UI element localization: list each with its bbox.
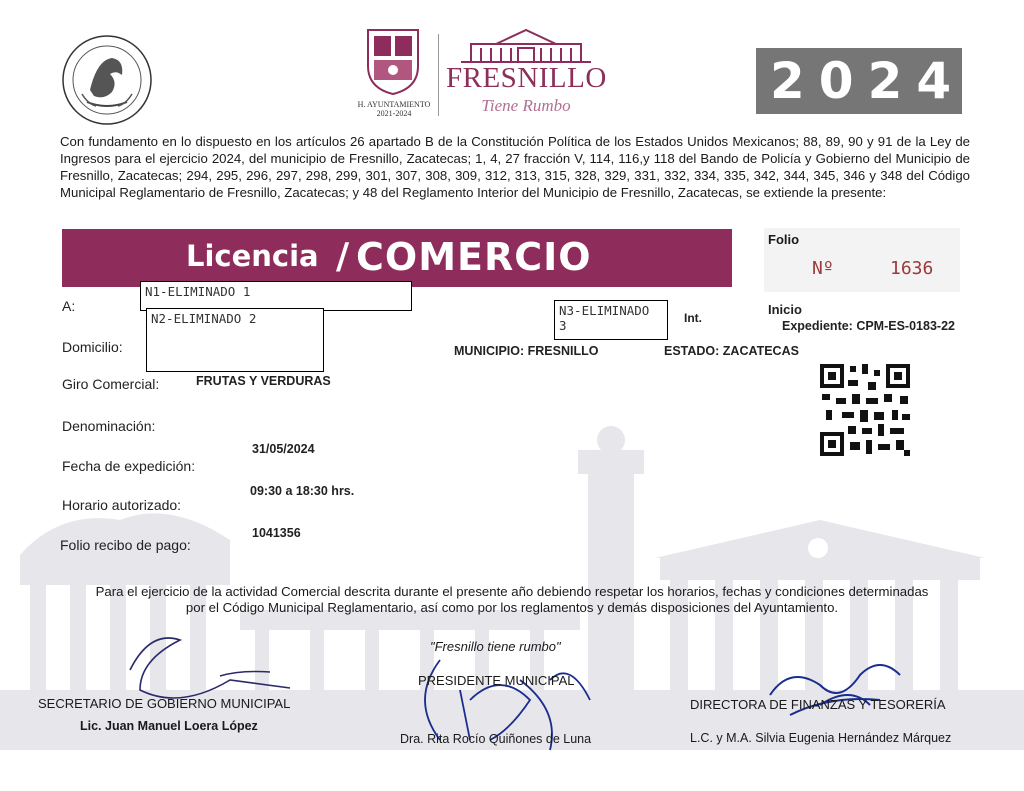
recibo-label: Folio recibo de pago:: [60, 537, 191, 553]
footer-line2: por el Código Municipal Reglamentario, así como por los reglamentos y demás disposiciones del Ayuntamiento.: [185, 600, 839, 615]
national-seal-icon: [52, 30, 162, 130]
secretario-name: Lic. Juan Manuel Loera López: [80, 719, 258, 733]
recibo-value: 1041356: [252, 526, 301, 540]
inicio-label: Inicio: [768, 302, 802, 317]
secretario-title: SECRETARIO DE GOBIERNO MUNICIPAL: [38, 696, 291, 711]
fresnillo-logo-name: FRESNILLO: [446, 62, 607, 94]
ayuntamiento-shield-icon: [360, 26, 426, 96]
domicilio-redacted-field: N2-ELIMINADO 2: [146, 308, 324, 372]
horario-value: 09:30 a 18:30 hrs.: [250, 484, 355, 498]
fecha-value: 31/05/2024: [252, 442, 315, 456]
estado: ESTADO: ZACATECAS: [664, 344, 799, 358]
ayuntamiento-label: [352, 100, 436, 118]
giro-value: FRUTAS Y VERDURAS: [196, 374, 331, 388]
int-label: Int.: [684, 311, 702, 325]
banner-slash: /: [336, 236, 350, 277]
giro-label: Giro Comercial:: [62, 376, 160, 392]
presidente-name: Dra. Rita Rocío Quiñones de Luna: [400, 732, 592, 746]
directora-title: DIRECTORA DE FINANZAS Y TESORERÍA: [690, 697, 946, 712]
n3-redacted-field: N3-ELIMINADO 3: [554, 300, 668, 340]
qr-code-icon: [818, 362, 912, 458]
directora-name: L.C. y M.A. Silvia Eugenia Hernández Márquez: [690, 731, 952, 745]
denominacion-label: Denominación:: [62, 418, 156, 434]
a-redacted-field: N1-ELIMINADO 1: [140, 281, 412, 311]
presidente-title: PRESIDENTE MUNICIPAL: [418, 673, 575, 688]
license-banner: [62, 229, 732, 287]
folio-number-symbol: Nº: [812, 258, 834, 279]
banner-licencia: Licencia: [186, 239, 319, 273]
ayuntamiento-line1: H. AYUNTAMIENTO: [357, 100, 431, 109]
expediente: Expediente: CPM-ES-0183-22: [782, 319, 955, 333]
logo-divider: [438, 34, 439, 116]
footer-line1: Para el ejercicio de la actividad Comercial descrita durante el presente año debiendo respetar los horarios, fechas y condiciones determinadas: [95, 584, 929, 599]
year-badge: 2024: [756, 48, 962, 114]
domicilio-label: Domicilio:: [62, 339, 123, 355]
ayuntamiento-line2: 2021-2024: [376, 109, 412, 118]
fresnillo-logo-tagline: Tiene Rumbo: [481, 96, 571, 115]
fecha-label: Fecha de expedición:: [62, 458, 196, 474]
legal-basis-text: Con fundamento en lo dispuesto en los artículos 26 apartado B de la Constitución Política de los Estados Unidos Mexicanos; 88, 89, 90 y 91 de la Ley de Ingresos para el ejercicio 2024, del municipio de Fresnillo, Zacatecas; 1, 4, 27 fracción V, 114, 116,y 118 del Bando de Policía y Gobierno del Municipio de Fresnillo, Zacatecas; 294, 295, 296, 297, 298, 299, 301, 307, 308, 309, 312, 313, 315, 328, 329, 331, 332, 334, 335, 342, 344, 345, 346 y 348 del Código Municipal Reglamentario de Fresnillo, Zacatecas; y 48 del Reglamento Interior del Municipio de Fresnillo, Zacatecas, se extiende la presente:: [60, 134, 970, 200]
horario-label: Horario autorizado:: [62, 497, 182, 513]
folio-number: 1636: [890, 258, 934, 279]
signature-secretario-icon: [120, 610, 320, 730]
banner-type: COMERCIO: [356, 235, 592, 279]
signature-directora-icon: [760, 645, 920, 735]
motto: "Fresnillo tiene rumbo": [430, 639, 561, 654]
folio-label: Folio: [768, 232, 800, 247]
municipio: MUNICIPIO: FRESNILLO: [454, 344, 599, 358]
a-label: A:: [62, 298, 76, 314]
